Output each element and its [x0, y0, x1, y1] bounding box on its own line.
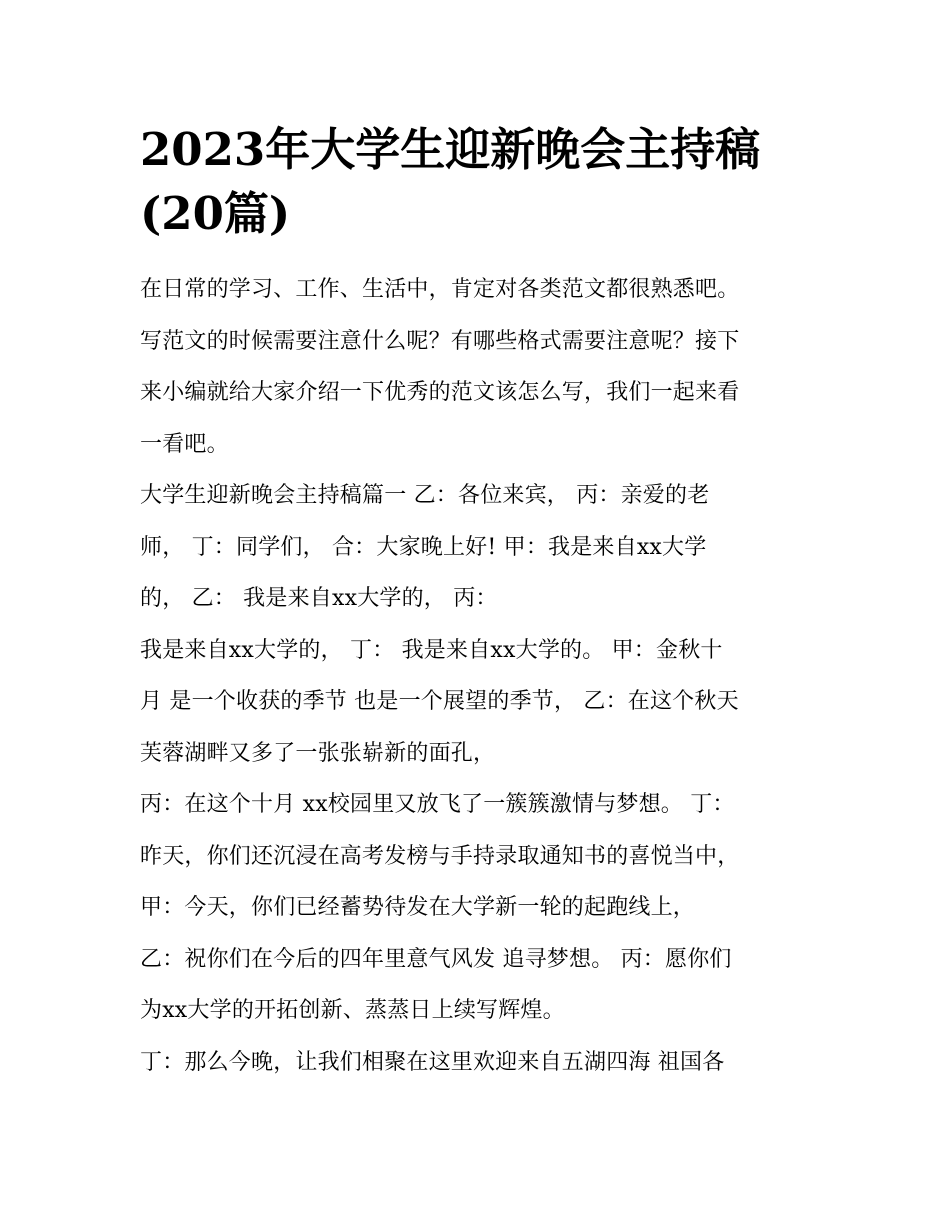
body-line: 丙：在这个十月 xx校园里又放飞了一簇簇激情与梦想。 丁：	[140, 792, 735, 817]
body-line: 在日常的学习、工作、生活中，肯定对各类范文都很熟悉吧。	[140, 277, 740, 302]
body-line: 写范文的时候需要注意什么呢？有哪些格式需要注意呢？接下	[140, 328, 740, 354]
body-line: 芙蓉湖畔又多了一张张崭新的面孔，	[140, 740, 496, 766]
body-line: 来小编就给大家介绍一下优秀的范文该怎么写，我们一起来看	[140, 380, 740, 405]
body-line: 昨天，你们还沉浸在高考发榜与手持录取通知书的喜悦当中，	[140, 843, 740, 869]
document-body	[140, 264, 820, 1088]
body-line: 甲：今天，你们已经蓄势待发在大学新一轮的起跑线上，	[140, 895, 696, 920]
body-line: 月 是一个收获的季节 也是一个展望的季节， 乙：在这个秋天	[140, 689, 739, 714]
document-page	[140, 118, 820, 1088]
body-line: 乙：祝你们在今后的四年里意气风发 追寻梦想。 丙：愿你们	[140, 946, 732, 972]
body-line: 丁：那么今晚，让我们相聚在这里欢迎来自五湖四海 祖国各	[140, 1049, 725, 1075]
document-title	[140, 118, 820, 246]
body-line: 为xx大学的开拓创新、蒸蒸日上续写辉煌。	[140, 998, 565, 1023]
title-line-2: (20篇)	[140, 187, 291, 240]
body-line: 师， 丁：同学们， 合：大家晚上好! 甲：我是来自xx大学	[140, 534, 707, 560]
body-line: 大学生迎新晚会主持稿篇一 乙：各位来宾， 丙：亲爱的老	[140, 483, 710, 508]
body-line: 的， 乙： 我是来自xx大学的， 丙：	[140, 586, 498, 611]
body-line: 一看吧。	[140, 431, 229, 457]
title-line-1: 2023年大学生迎新晚会主持稿	[140, 123, 761, 176]
body-line: 我是来自xx大学的， 丁： 我是来自xx大学的。 甲：金秋十	[140, 637, 723, 663]
